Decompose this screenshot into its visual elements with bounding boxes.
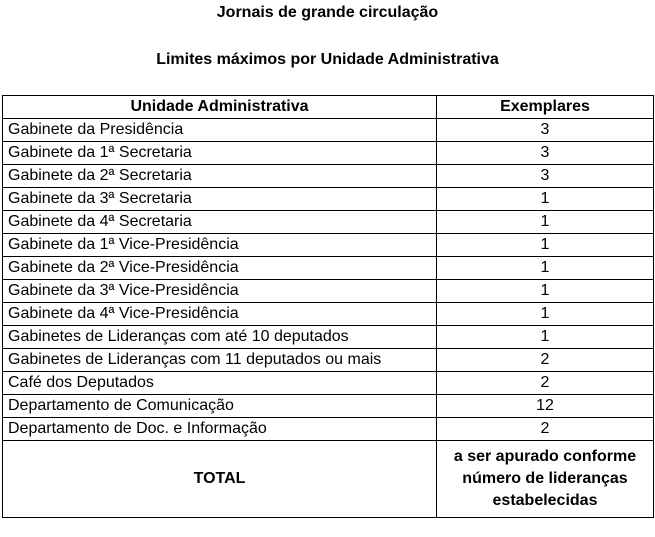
unit-cell: Gabinetes de Lideranças com até 10 deputados bbox=[3, 326, 437, 349]
table-body bbox=[3, 119, 654, 441]
document-subtitle: Limites máximos por Unidade Administrativa bbox=[156, 51, 499, 68]
table-row bbox=[3, 188, 654, 211]
table-row bbox=[3, 165, 654, 188]
header-unit: Unidade Administrativa bbox=[3, 96, 437, 119]
copies-cell: 2 bbox=[437, 349, 654, 372]
table-row bbox=[3, 234, 654, 257]
total-label: TOTAL bbox=[3, 441, 437, 518]
total-row bbox=[3, 441, 654, 518]
copies-cell: 1 bbox=[437, 234, 654, 257]
unit-cell: Gabinete da 3ª Secretaria bbox=[3, 188, 437, 211]
limits-table bbox=[2, 95, 654, 518]
header-copies: Exemplares bbox=[437, 96, 654, 119]
table-row bbox=[3, 211, 654, 234]
table-row bbox=[3, 280, 654, 303]
table-row bbox=[3, 395, 654, 418]
copies-cell: 1 bbox=[437, 257, 654, 280]
copies-cell: 1 bbox=[437, 326, 654, 349]
table-row bbox=[3, 418, 654, 441]
unit-cell: Departamento de Comunicação bbox=[3, 395, 437, 418]
table-header-row bbox=[3, 96, 654, 119]
copies-cell: 2 bbox=[437, 418, 654, 441]
unit-cell: Gabinete da 1ª Secretaria bbox=[3, 142, 437, 165]
document-title: Jornais de grande circulação bbox=[216, 4, 439, 21]
unit-cell: Gabinete da 2ª Vice-Presidência bbox=[3, 257, 437, 280]
copies-cell: 3 bbox=[437, 165, 654, 188]
table-row bbox=[3, 326, 654, 349]
table-row bbox=[3, 303, 654, 326]
table-row bbox=[3, 372, 654, 395]
copies-cell: 1 bbox=[437, 280, 654, 303]
table-row bbox=[3, 349, 654, 372]
unit-cell: Gabinete da 4ª Secretaria bbox=[3, 211, 437, 234]
table-row bbox=[3, 142, 654, 165]
copies-cell: 3 bbox=[437, 142, 654, 165]
unit-cell: Gabinete da 1ª Vice-Presidência bbox=[3, 234, 437, 257]
copies-cell: 12 bbox=[437, 395, 654, 418]
total-value: a ser apurado conforme número de lideranças estabelecidas bbox=[437, 441, 654, 518]
unit-cell: Gabinete da 4ª Vice-Presidência bbox=[3, 303, 437, 326]
copies-cell: 1 bbox=[437, 303, 654, 326]
copies-cell: 2 bbox=[437, 372, 654, 395]
unit-cell: Gabinetes de Lideranças com 11 deputados ou mais bbox=[3, 349, 437, 372]
table-row bbox=[3, 257, 654, 280]
copies-cell: 1 bbox=[437, 211, 654, 234]
table-row bbox=[3, 119, 654, 142]
unit-cell: Gabinete da 3ª Vice-Presidência bbox=[3, 280, 437, 303]
unit-cell: Gabinete da Presidência bbox=[3, 119, 437, 142]
unit-cell: Gabinete da 2ª Secretaria bbox=[3, 165, 437, 188]
unit-cell: Departamento de Doc. e Informação bbox=[3, 418, 437, 441]
unit-cell: Café dos Deputados bbox=[3, 372, 437, 395]
copies-cell: 1 bbox=[437, 188, 654, 211]
copies-cell: 3 bbox=[437, 119, 654, 142]
